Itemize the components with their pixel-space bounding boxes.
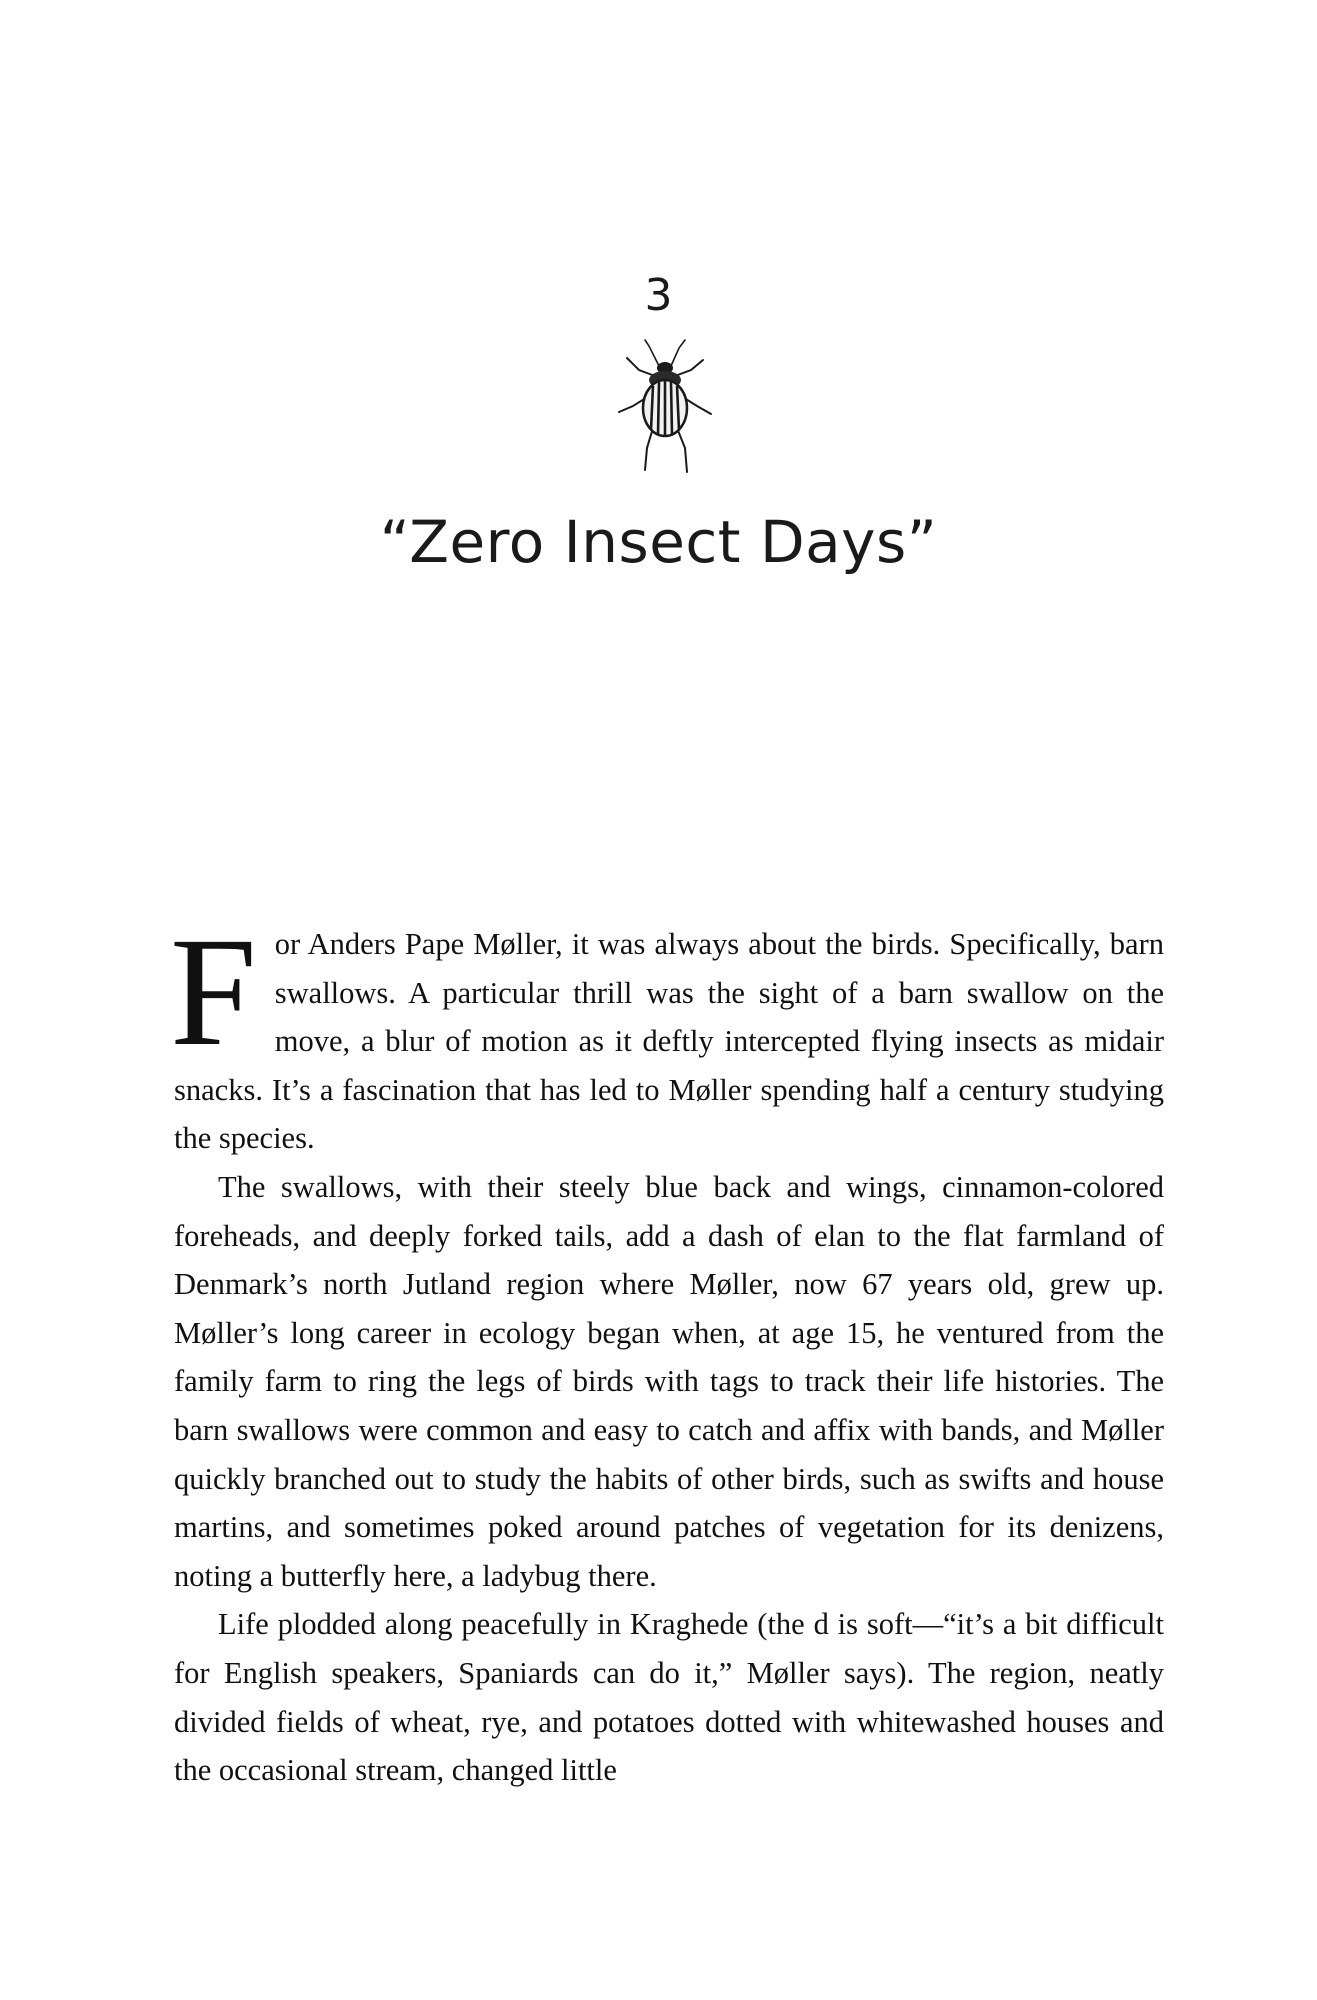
paragraph-1 [170,905,1164,1163]
chapter-number: 3 [644,270,673,321]
chapter-body [170,905,1164,1795]
paragraph-2: The swallows, with their steely blue back and wings, cinnamon-colored foreheads, and deeply forked tails, add a dash of elan to the flat farmland of Denmark’s north Jutland region where Møller, now 67 years old, grew up. Møller’s long career in ecology began when, at age 15, he ventured from the family farm to ring the legs of birds with tags to track their life histories. The barn swallows were common and easy to catch and affix with bands, and Møller quickly branched out to study the habits of other birds, such as swifts and house martins, and sometimes poked around patches of vegetation for its denizens, noting a butterfly here, a ladybug there. [174,1169,1164,1593]
beetle-icon [605,332,725,492]
paragraph-1-text: or Anders Pape Møller, it was always about the birds. Specifically, barn swallows. A particular thrill was the sight of a barn swallow on the move, a blur of motion as it deftly intercepted flying insects as midair snacks. It’s a fascination that has led to Møller spending half a century studying the species. [174,927,1164,1156]
chapter-title: “Zero Insect Days” [379,508,938,576]
paragraph-3: Life plodded along peacefully in Kraghede (the d is soft—“it’s a bit difficult for English speakers, Spaniards can do it,” Møller says). The region, neatly divided fields of wheat, rye, and potatoes dotted with whitewashed houses and the occasional stream, changed little [174,1607,1164,1788]
drop-cap: F [170,905,257,1078]
